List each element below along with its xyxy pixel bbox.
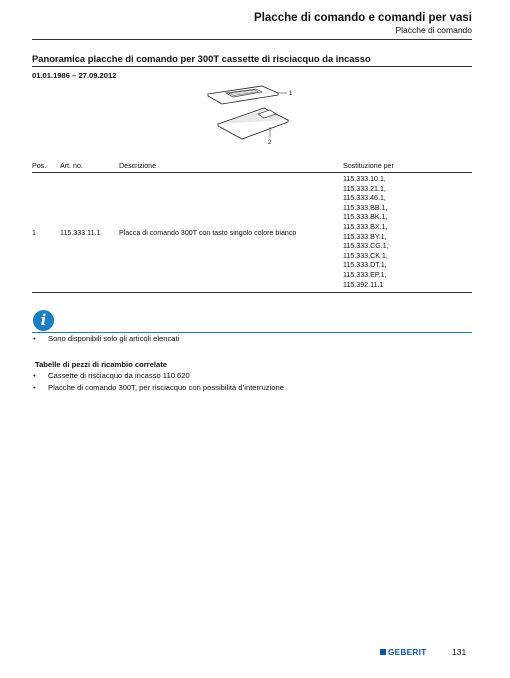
col-header-description: Descrizione bbox=[119, 158, 343, 173]
substitution-item: 115.333.BB.1, bbox=[343, 203, 388, 212]
bullet-glyph: • bbox=[33, 334, 36, 343]
related-link-1-text[interactable]: Cassette di risciacquo da incasso 110.620 bbox=[48, 371, 190, 380]
plate-angled-view bbox=[218, 108, 288, 139]
section-title: Panoramica placche di comando per 300T cassette di risciacquo da incasso bbox=[32, 53, 371, 64]
geberit-logo bbox=[380, 647, 427, 657]
table-row bbox=[32, 173, 472, 293]
info-icon: i bbox=[33, 310, 54, 331]
page-header-subtitle: Placche di comando bbox=[395, 25, 472, 35]
substitution-item: 115.333.CK.1, bbox=[343, 251, 388, 260]
header-divider bbox=[32, 39, 472, 40]
substitution-item: 115.333.CG.1, bbox=[343, 242, 389, 251]
substitution-item: 115.333.DT.1, bbox=[343, 261, 387, 270]
substitution-item: 115.333.46.1, bbox=[343, 194, 386, 203]
substitution-list bbox=[343, 175, 472, 290]
related-link-2-text[interactable]: Placche di comando 300T, per risciacquo con possibilità d’interruzione bbox=[48, 383, 284, 392]
substitution-item: 115.333.BX.1, bbox=[343, 222, 388, 231]
substitution-item: 115.333.21.1, bbox=[343, 184, 386, 193]
table-header-row bbox=[32, 158, 472, 173]
flush-plate-illustration bbox=[200, 80, 310, 152]
logo-text: GEBERIT bbox=[388, 647, 427, 657]
substitution-item: 115.333.EP.1, bbox=[343, 270, 387, 279]
col-header-substitution: Sostituzione per bbox=[343, 158, 472, 173]
page-header-title: Placche di comando e comandi per vasi bbox=[254, 12, 472, 24]
col-header-art-no: Art. no. bbox=[60, 158, 119, 173]
date-range: 01.01.1986 – 27.09.2012 bbox=[32, 71, 117, 80]
bullet-glyph: • bbox=[33, 383, 36, 392]
cell-pos: 1 bbox=[32, 173, 60, 293]
substitution-item: 115.392.11.1 bbox=[343, 280, 384, 289]
parts-table bbox=[32, 158, 472, 293]
substitution-item: 115.333.BY.1, bbox=[343, 232, 387, 241]
substitution-item: 115.333.BK.1, bbox=[343, 213, 388, 222]
cell-substitution bbox=[343, 173, 472, 293]
plate-front-view bbox=[208, 86, 278, 104]
logo-square-icon bbox=[380, 649, 386, 655]
info-note-text: Sono disponibili solo gli articoli elencati bbox=[48, 334, 180, 343]
page-number: 131 bbox=[452, 647, 467, 657]
substitution-item: 115.333.10.1, bbox=[343, 175, 386, 183]
section-divider bbox=[32, 66, 472, 67]
bullet-glyph: • bbox=[33, 371, 36, 380]
col-header-pos: Pos. bbox=[32, 158, 60, 173]
related-tables-title: Tabelle di pezzi di ricambio correlate bbox=[35, 360, 167, 369]
callout-label-1: 1 bbox=[289, 91, 293, 97]
callout-label-2: 2 bbox=[268, 140, 272, 146]
info-divider bbox=[32, 332, 472, 333]
cell-description: Placca di comando 300T con tasto singolo colore bianco bbox=[119, 173, 343, 293]
cell-art-no: 115.333.11.1 bbox=[60, 173, 119, 293]
